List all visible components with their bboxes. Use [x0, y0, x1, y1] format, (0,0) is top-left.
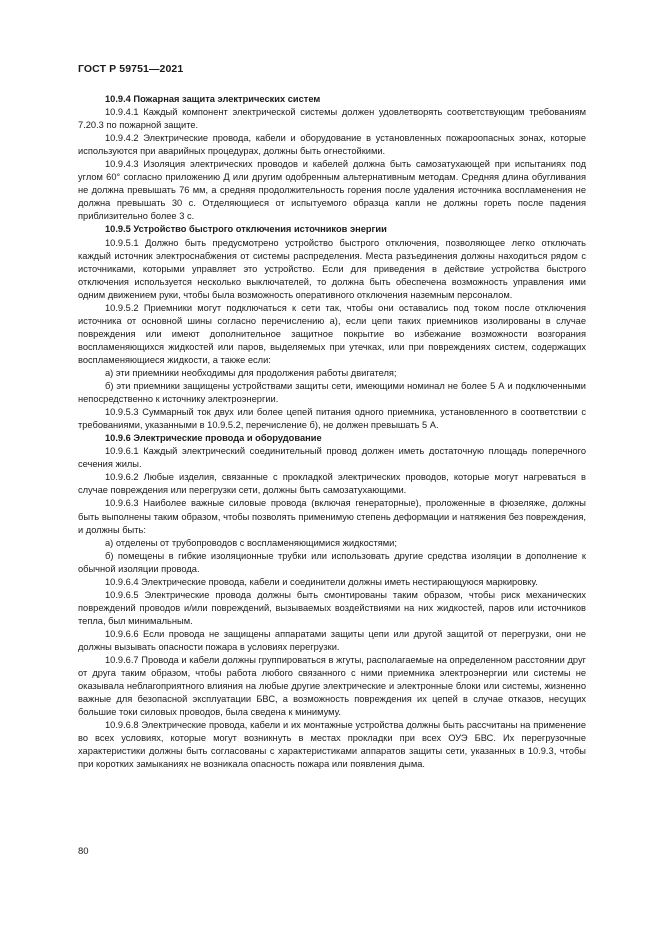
paragraph: 10.9.6.7 Провода и кабели должны группироваться в жгуты, располагаемые на определенном расстоянии друг от друга таким образом, чтобы работа любого связанного с ними приемника электроэнергии или системы не оказывала неблагоприятного влияния на любые другие электрические и электронные блоки или системы, жизненно важные для безопасной эксплуатации БВС, а возможность повреждения их цепей в случае отказов, несущих большие токи силовых проводов, была сведена к минимуму.	[78, 655, 586, 718]
paragraph: 10.9.6.5 Электрические провода должны быть смонтированы таким образом, чтобы риск механических повреждений проводов и/или повреждений, вызываемых воздействиями на них жидкостей, паров или источников тепла, был минимальным.	[78, 589, 586, 626]
page-header-standard: ГОСТ Р 59751—2021	[78, 63, 184, 75]
list-item: б) помещены в гибкие изоляционные трубки или использовать другие средства изоляции в дополнение к обычной изоляции провода.	[78, 550, 586, 574]
list-item: а) эти приемники необходимы для продолжения работы двигателя;	[105, 367, 397, 378]
page-number: 80	[78, 846, 89, 857]
paragraph: 10.9.6.6 Если провода не защищены аппаратами защиты цепи или другой защитой от перегрузки, они не должны вызывать опасности пожара в условиях перегрузки.	[78, 628, 586, 652]
list-item: б) эти приемники защищены устройствами защиты сети, имеющими номинал не более 5 А и подключенными непосредственно к источнику электроэнергии.	[78, 381, 586, 405]
section-heading: 10.9.6 Электрические провода и оборудование	[105, 433, 322, 444]
paragraph: 10.9.6.2 Любые изделия, связанные с прокладкой электрических проводов, которые могут нагреваться в случае повреждения или перегрузки сети, должны быть самозатухающими.	[78, 472, 586, 496]
paragraph: 10.9.6.4 Электрические провода, кабели и соединители должны иметь нестирающуюся маркировку.	[105, 576, 538, 587]
paragraph: 10.9.5.1 Должно быть предусмотрено устройство быстрого отключения, позволяющее легко отключать каждый источник электроснабжения от системы распределения. Места разъединения должны находиться рядом с источниками, которыми управляет это устройство. Если для приведения в действие устройства быстрого отключения используется несколько выключателей, то должна быть обеспечена возможность управления ими одним движением руки, чтобы была возможность оперативного отключения наземным персоналом.	[78, 237, 586, 300]
paragraph: 10.9.4.3 Изоляция электрических проводов и кабелей должна быть самозатухающей при испытаниях под углом 60° согласно приложению Д или другим одобренным альтернативным методам. Средняя длина обугливания не должна превышать 76 мм, а средняя продолжительность горения после удаления источника воспламенения не должна превышать 30 с. Отделяющиеся от испытуемого образца капли не должны гореть после падения приблизительно более 3 с.	[78, 159, 586, 222]
list-item: а) отделены от трубопроводов с воспламеняющимися жидкостями;	[105, 537, 397, 548]
paragraph: 10.9.6.8 Электрические провода, кабели и их монтажные устройства должны быть рассчитаны на применение во всех условиях, которые могут возникнуть в местах прокладки при всех ОУЭ БВС. Их перегрузочные характеристики должны быть согласованы с характеристиками аппаратов защиты сети, указанных в 10.9.3, чтобы при коротких замыканиях не возникала опасность пожара или появления дыма.	[78, 720, 586, 770]
paragraph: 10.9.6.3 Наиболее важные силовые провода (включая генераторные), проложенные в фюзеляже, должны быть выполнены таким образом, чтобы позволять применимую степень деформации и натяжения без повреждения, и должны быть:	[78, 498, 586, 535]
paragraph: 10.9.5.2 Приемники могут подключаться к сети так, чтобы они оставались под током после отключения источника от основной шины согласно перечислению а), если цепи таких приемников изолированы в случае повреждения или имеют дополнительное защитное покрытие во избежание возможности возгорания воспламеняющихся жидкостей или паров, выделяемых при утечках, или при повреждениях систем, содержащих воспламеняющиеся жидкости, а также если:	[78, 302, 586, 365]
paragraph: 10.9.6.1 Каждый электрический соединительный провод должен иметь достаточную площадь поперечного сечения жилы.	[78, 446, 586, 470]
paragraph: 10.9.5.3 Суммарный ток двух или более цепей питания одного приемника, установленного в соответствии с требованиями, указанными в 10.9.5.2, перечисление б), не должен превышать 5 А.	[78, 407, 586, 431]
paragraph: 10.9.4.1 Каждый компонент электрической системы должен удовлетворять соответствующим требованиям 7.20.3 по пожарной защите.	[78, 107, 586, 131]
document-body	[78, 93, 586, 771]
section-heading: 10.9.4 Пожарная защита электрических систем	[105, 94, 321, 104]
paragraph: 10.9.4.2 Электрические провода, кабели и оборудование в установленных пожароопасных зонах, которые используются при аварийных процедурах, должны быть огнестойкими.	[78, 133, 586, 157]
section-heading: 10.9.5 Устройство быстрого отключения источников энергии	[105, 224, 387, 235]
